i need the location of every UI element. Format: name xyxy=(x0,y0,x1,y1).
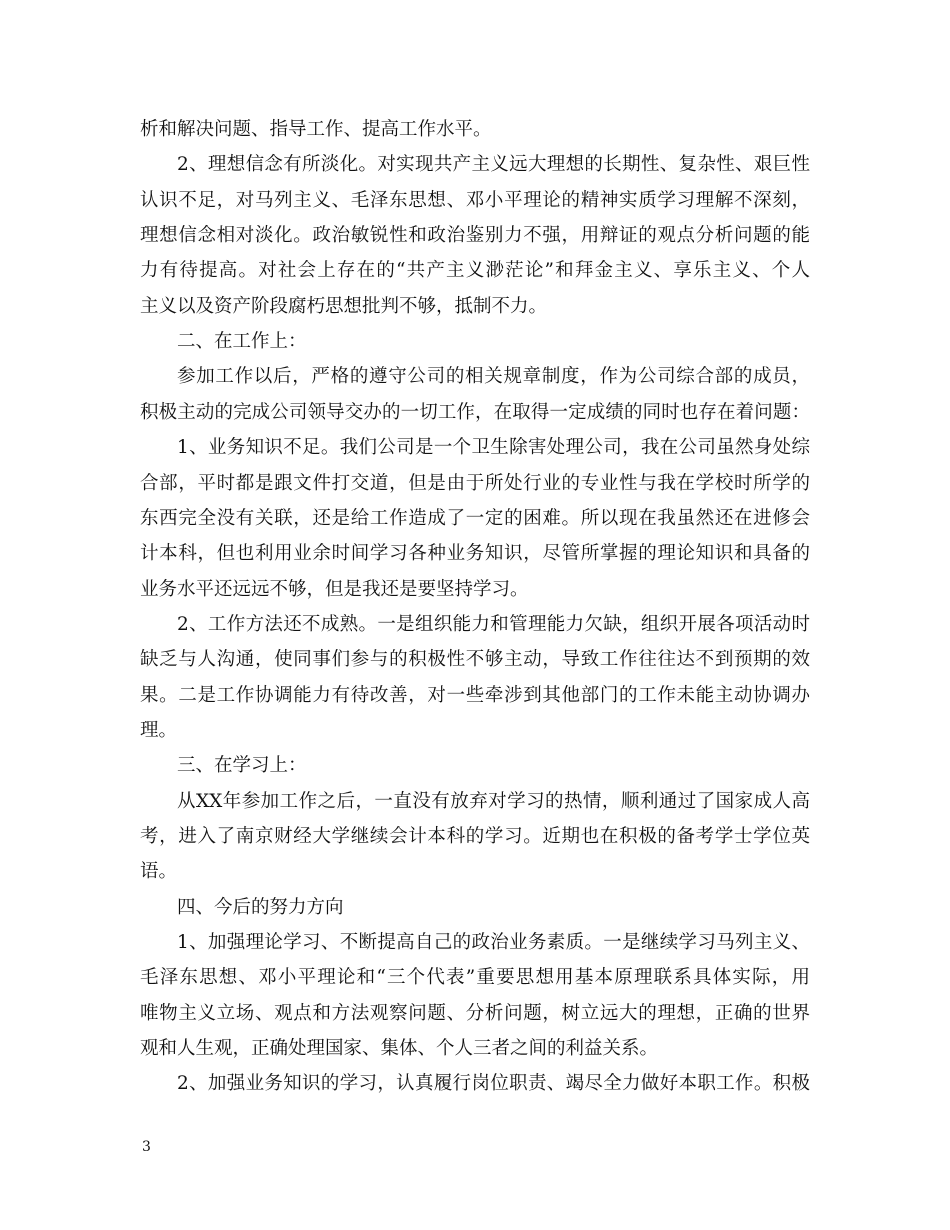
text-line: 理。 xyxy=(140,719,178,741)
text-line: 2、理想信念有所淡化。对实现共产主义远大理想的长期性、复杂性、艰巨性 xyxy=(177,154,810,176)
text-line: 1、加强理论学习、不断提高自己的政治业务素质。一是继续学习马列主义、 xyxy=(177,932,810,954)
text-line: 认识不足，对马列主义、毛泽东思想、邓小平理论的精神实质学习理解不深刻， xyxy=(140,189,810,211)
text-line: 毛泽东思想、邓小平理论和“三个代表”重要思想用基本原理联系具体实际，用 xyxy=(140,967,810,989)
text-line: 观和人生观，正确处理国家、集体、个人三者之间的利益关系。 xyxy=(140,1038,659,1060)
text-line: 2、加强业务知识的学习，认真履行岗位职责、竭尽全力做好本职工作。积极 xyxy=(177,1073,810,1095)
text-line: 析和解决问题、指导工作、提高工作水平。 xyxy=(140,119,492,140)
text-line: 计本科，但也利用业余时间学习各种业务知识，尽管所掌握的理论知识和具备的 xyxy=(140,543,810,565)
text-line: 业务水平还远远不够，但是我还是要坚持学习。 xyxy=(140,578,529,600)
text-line: 力有待提高。对社会上存在的“共产主义渺茫论”和拜金主义、享乐主义、个人 xyxy=(140,260,810,282)
page-number: 3 xyxy=(142,1139,151,1155)
text-line: 缺乏与人沟通，使同事们参与的积极性不够主动，导致工作往往达不到预期的效 xyxy=(140,649,810,671)
text-line: 2、工作方法还不成熟。一是组织能力和管理能力欠缺，组织开展各项活动时 xyxy=(177,613,810,635)
text-line: 参加工作以后，严格的遵守公司的相关规章制度，作为公司综合部的成员， xyxy=(177,366,810,388)
text-line: 果。二是工作协调能力有待改善，对一些牵涉到其他部门的工作未能主动协调办 xyxy=(140,684,810,706)
text-line: 合部，平时都是跟文件打交道，但是由于所处行业的专业性与我在学校时所学的 xyxy=(140,472,810,494)
text-line: 主义以及资产阶段腐朽思想批判不够，抵制不力。 xyxy=(140,295,548,317)
text-line: 1、业务知识不足。我们公司是一个卫生除害处理公司，我在公司虽然身处综 xyxy=(177,437,810,459)
text-line: 四、今后的努力方向 xyxy=(177,896,344,918)
text-line: 东西完全没有关联，还是给工作造成了一定的困难。所以现在我虽然还在进修会 xyxy=(140,507,810,529)
text-line: 二、在工作上： xyxy=(177,331,307,353)
text-line: 从XX年参加工作之后，一直没有放弃对学习的热情，顺利通过了国家成人高 xyxy=(177,790,810,812)
text-line: 唯物主义立场、观点和方法观察问题、分析问题，树立远大的理想，正确的世界 xyxy=(140,1002,810,1024)
text-line: 三、在学习上： xyxy=(177,755,307,777)
text-line: 理想信念相对淡化。政治敏锐性和政治鉴别力不强，用辩证的观点分析问题的能 xyxy=(140,225,810,247)
text-line: 积极主动的完成公司领导交办的一切工作，在取得一定成绩的同时也存在着问题： xyxy=(140,401,810,423)
text-line: 考，进入了南京财经大学继续会计本科的学习。近期也在积极的备考学士学位英 xyxy=(140,826,810,847)
text-line: 语。 xyxy=(140,861,178,883)
